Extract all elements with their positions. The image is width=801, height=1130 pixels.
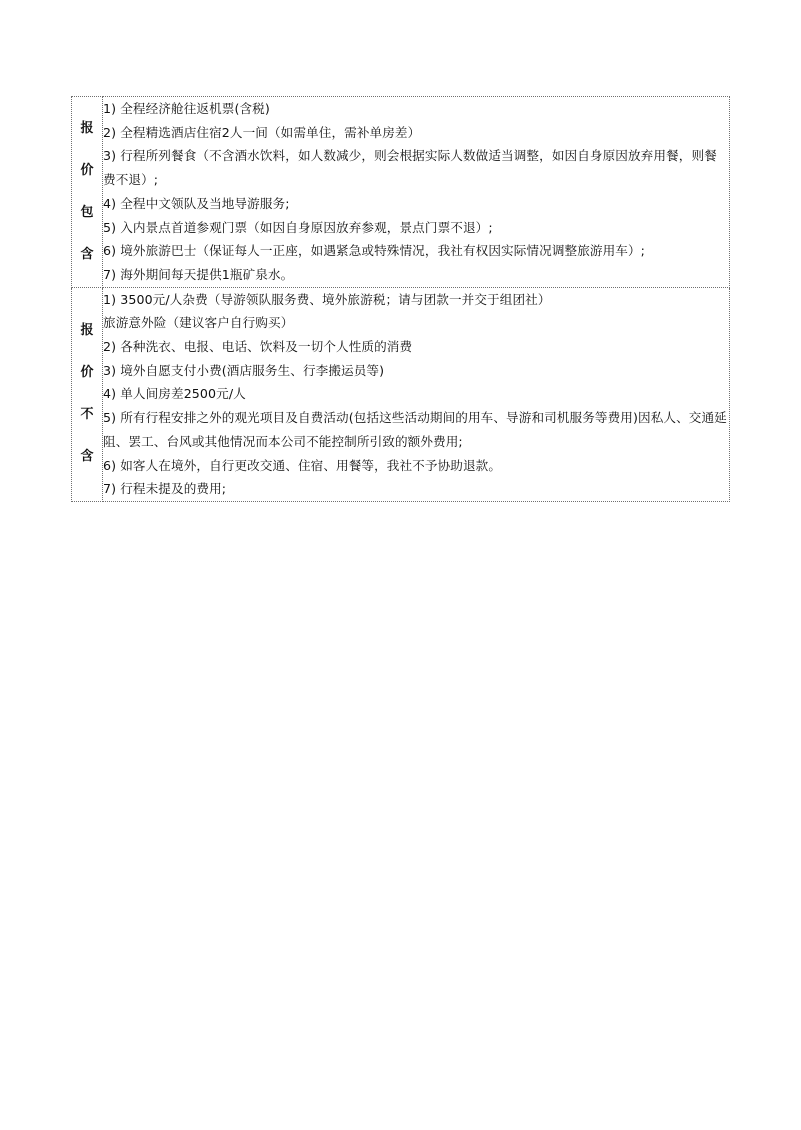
included-item: 4) 全程中文领队及当地导游服务;: [103, 195, 290, 211]
included-label-cell: [72, 97, 103, 288]
excluded-row: [72, 287, 730, 501]
excluded-items-cell: [103, 287, 730, 501]
included-label: [72, 108, 102, 276]
included-label-char: 含: [80, 246, 94, 262]
excluded-label: [72, 310, 102, 478]
excluded-label-char: 报: [80, 323, 94, 339]
included-item: 6) 境外旅游巴士（保证每人一正座，如遇紧急或特殊情况，我社有权因实际情况调整旅游用车）;: [103, 243, 646, 259]
included-label-char: 报: [80, 120, 94, 136]
included-item: 5) 入内景点首道参观门票（如因自身原因放弃参观，景点门票不退）;: [103, 219, 493, 235]
excluded-item: 7) 行程未提及的费用;: [103, 481, 227, 497]
excluded-item: 5) 所有行程安排之外的观光项目及自费活动(包括这些活动期间的用车、导游和司机服务等费用)因私人、交通延阻、罢工、台风或其他情况而本公司不能控制所引致的额外费用;: [103, 410, 727, 449]
excluded-label-char: 价: [80, 365, 94, 381]
included-item: 2) 全程精选酒店住宿2人一间（如需单住，需补单房差）: [103, 124, 421, 140]
excluded-item: 6) 如客人在境外，自行更改交通、住宿、用餐等，我社不予协助退款。: [103, 457, 502, 473]
excluded-item: 3) 境外自愿支付小费(酒店服务生、行李搬运员等): [103, 362, 385, 378]
excluded-label-char: 含: [80, 449, 94, 465]
excluded-label-cell: [72, 287, 103, 501]
excluded-label-char: 不: [80, 407, 94, 423]
excluded-item: 2) 各种洗衣、电报、电话、饮料及一切个人性质的消费: [103, 339, 413, 355]
included-items-cell: [103, 97, 730, 288]
included-item: 3) 行程所列餐食（不含酒水饮料，如人数减少，则会根据实际人数做适当调整，如因自身原因放弃用餐，则餐费不退）;: [103, 148, 717, 188]
excluded-item: 4) 单人间房差2500元/人: [103, 386, 246, 402]
excluded-item: 旅游意外险（建议客户自行购买）: [103, 315, 294, 331]
excluded-item: 1) 3500元/人杂费（导游领队服务费、境外旅游税；请与团款一并交于组团社）: [103, 291, 551, 307]
included-item: 7) 海外期间每天提供1瓶矿泉水。: [103, 266, 294, 282]
included-row: [72, 97, 730, 288]
included-item: 1) 全程经济舱往返机票(含税): [103, 101, 270, 116]
included-label-char: 价: [80, 162, 94, 178]
price-terms-table: [71, 96, 730, 502]
included-label-char: 包: [80, 204, 94, 220]
